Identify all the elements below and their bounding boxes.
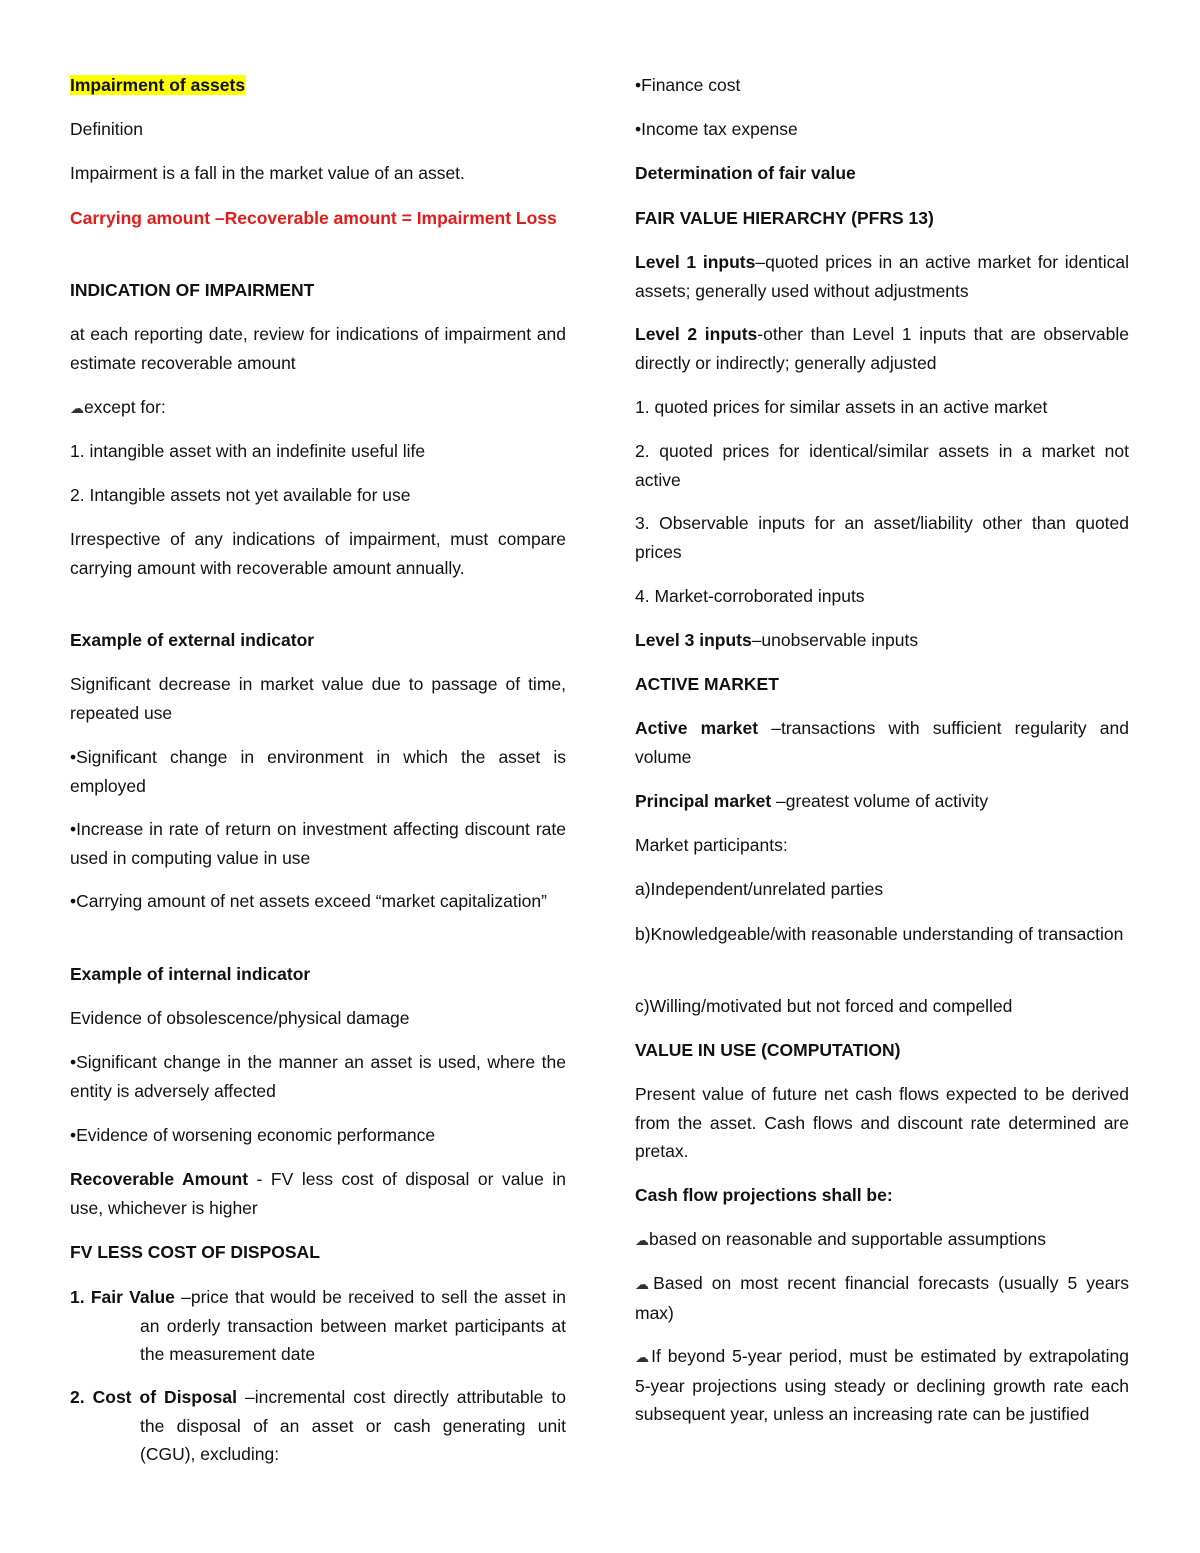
cloud-bullet-icon: ☁: [635, 1232, 649, 1248]
participant-b: b)Knowledgeable/with reasonable understanding of transaction: [635, 924, 1124, 944]
irrespective-text: Irrespective of any indications of impairment, must compare carrying amount with recoverable amount annually.: [70, 529, 566, 578]
document-title: Impairment of assets: [70, 75, 246, 95]
except-for: ☁except for:: [70, 397, 166, 417]
active-market-definition: Active market –transactions with sufficient regularity and volume: [635, 718, 1129, 767]
level-2-item-2: 2. quoted prices for identical/similar assets in a market not active: [635, 441, 1129, 490]
level-2-item-1: 1. quoted prices for similar assets in an active market: [635, 397, 1048, 417]
definition-heading: Definition: [70, 119, 143, 139]
projection-3: ☁If beyond 5-year period, must be estimated by extrapolating 5-year projections using steady or declining growth rate each subsequent year, unless an increasing rate can be justified: [635, 1346, 1130, 1424]
recoverable-amount: Recoverable Amount - FV less cost of disposal or value in use, whichever is higher: [70, 1169, 566, 1218]
level-2-item-3: 3. Observable inputs for an asset/liability other than quoted prices: [635, 513, 1129, 562]
fair-value-heading: Determination of fair value: [635, 163, 856, 183]
excluded-income-tax: •Income tax expense: [635, 119, 798, 139]
internal-indicator-3: •Evidence of worsening economic performance: [70, 1125, 436, 1145]
external-indicator-2: •Significant change in environment in which the asset is employed: [70, 747, 566, 796]
impairment-formula: Carrying amount –Recoverable amount = Impairment Loss: [70, 208, 557, 228]
except-item-1: 1. intangible asset with an indefinite useful life: [70, 441, 426, 461]
projection-2: ☁Based on most recent financial forecasts (usually 5 years max): [635, 1273, 1130, 1323]
cloud-bullet-icon: ☁: [635, 1349, 652, 1365]
indication-heading: INDICATION OF IMPAIRMENT: [70, 280, 315, 300]
indication-text: at each reporting date, review for indications of impairment and estimate recoverable amount: [70, 324, 566, 373]
internal-indicator-heading: Example of internal indicator: [70, 964, 311, 984]
cloud-bullet-icon: ☁: [70, 400, 84, 416]
external-indicator-4: •Carrying amount of net assets exceed “market capitalization”: [70, 891, 547, 911]
participant-c: c)Willing/motivated but not forced and compelled: [635, 996, 1013, 1016]
projection-1: ☁based on reasonable and supportable assumptions: [635, 1229, 1046, 1249]
fvlcd-heading: FV LESS COST OF DISPOSAL: [70, 1242, 320, 1262]
level-2-item-4: 4. Market-corroborated inputs: [635, 586, 865, 606]
active-market-heading: ACTIVE MARKET: [635, 674, 779, 694]
cost-of-disposal-item: 2. Cost of Disposal –incremental cost directly attributable to the disposal of an asset or cash generating unit (CGU), excluding:: [70, 1387, 566, 1464]
participant-a: a)Independent/unrelated parties: [635, 879, 884, 899]
external-indicator-3: •Increase in rate of return on investment affecting discount rate used in computing value in use: [70, 819, 566, 868]
external-indicator-heading: Example of external indicator: [70, 630, 315, 650]
level-1-inputs: Level 1 inputs–quoted prices in an active market for identical assets; generally used without adjustments: [635, 252, 1130, 301]
market-participants-heading: Market participants:: [635, 835, 788, 855]
definition-text: Impairment is a fall in the market value of an asset.: [70, 163, 465, 183]
cloud-bullet-icon: ☁: [635, 1276, 654, 1292]
level-2-inputs: Level 2 inputs-other than Level 1 inputs that are observable directly or indirectly; generally adjusted: [635, 324, 1130, 373]
fair-value-item: 1. Fair Value –price that would be received to sell the asset in an orderly transaction between market participants at the measurement date: [70, 1287, 566, 1364]
value-in-use-text: Present value of future net cash flows expected to be derived from the asset. Cash flows and discount rate determined are pretax.: [635, 1084, 1129, 1161]
external-indicator-1: Significant decrease in market value due to passage of time, repeated use: [70, 674, 566, 723]
value-in-use-heading: VALUE IN USE (COMPUTATION): [635, 1040, 901, 1060]
hierarchy-heading: FAIR VALUE HIERARCHY (PFRS 13): [635, 208, 934, 228]
internal-indicator-2: •Significant change in the manner an asset is used, where the entity is adversely affected: [70, 1052, 566, 1101]
level-3-inputs: Level 3 inputs–unobservable inputs: [635, 630, 919, 650]
except-item-2: 2. Intangible assets not yet available for use: [70, 485, 411, 505]
projections-heading: Cash flow projections shall be:: [635, 1185, 893, 1205]
internal-indicator-1: Evidence of obsolescence/physical damage: [70, 1008, 410, 1028]
excluded-finance-cost: •Finance cost: [635, 75, 741, 95]
principal-market-definition: Principal market –greatest volume of activity: [635, 791, 989, 811]
